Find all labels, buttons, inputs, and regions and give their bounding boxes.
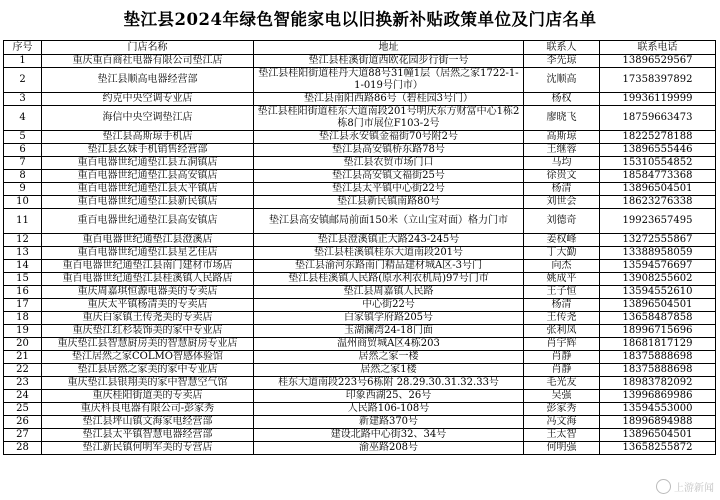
address-cell: 中心街22号 [254, 299, 524, 312]
table-row [4, 144, 716, 157]
address-cell: 垫江县新民镇南路80号 [254, 196, 524, 209]
store-name-cell: 垫江新民镇何明军美的专营店 [42, 442, 254, 455]
contact-person-cell: 徐贵文 [524, 170, 600, 183]
address-cell: 垫江县南阳西路86号（碧桂园3号门） [254, 93, 524, 106]
table-header-row [4, 41, 716, 55]
address-cell: 居然之家1楼 [254, 364, 524, 377]
address-cell: 桂东大道南段223号6栋附 28.29.30.31.32.33号 [254, 377, 524, 390]
store-name-cell: 垫江县顺高电器经营部 [42, 68, 254, 93]
phone-number-cell: 13594576697 [600, 260, 716, 273]
table-row [4, 68, 716, 93]
address-cell: 垫江县永安镇金福街70号附2号 [254, 131, 524, 144]
phone-number-cell: 13896555446 [600, 144, 716, 157]
address-cell: 白家镇学府路205号 [254, 312, 524, 325]
header-phone: 联系电话 [600, 41, 716, 55]
contact-person-cell: 王子恒 [524, 286, 600, 299]
address-cell: 垫江县桂溪街道西欧花园步行街一号 [254, 55, 524, 68]
row-number-cell: 13 [4, 247, 42, 260]
table-row [4, 247, 716, 260]
table-row [4, 55, 716, 68]
row-number-cell: 18 [4, 312, 42, 325]
store-name-cell: 垫江居然之家COLMO智感体验馆 [42, 351, 254, 364]
store-name-cell: 重百电器世纪通垫江县高安镇店 [42, 170, 254, 183]
phone-number-cell: 18375888698 [600, 364, 716, 377]
phone-number-cell: 13658255872 [600, 442, 716, 455]
phone-number-cell: 13896504501 [600, 299, 716, 312]
contact-person-cell: 肖静 [524, 364, 600, 377]
address-cell: 居然之家一楼 [254, 351, 524, 364]
address-cell: 温州商贸城A区4栋203 [254, 338, 524, 351]
document-title: 垫江县2024年绿色智能家电以旧换新补贴政策单位及门店名单 [123, 10, 597, 29]
header-address: 地址 [254, 41, 524, 55]
phone-number-cell: 13996869986 [600, 390, 716, 403]
store-name-cell: 海信中央空调垫江店 [42, 106, 254, 131]
store-name-cell: 重百电器世纪通垫江县澄溪店 [42, 234, 254, 247]
contact-person-cell: 毛光友 [524, 377, 600, 390]
phone-number-cell: 13388958059 [600, 247, 716, 260]
contact-person-cell: 高斯琼 [524, 131, 600, 144]
contact-person-cell: 沈顺高 [524, 68, 600, 93]
phone-number-cell: 19923657495 [600, 209, 716, 234]
contact-person-cell: 刘世会 [524, 196, 600, 209]
header-store-name: 门店名称 [42, 41, 254, 55]
table-row [4, 183, 716, 196]
store-name-cell: 垫江县坪山镇文海家电经营部 [42, 416, 254, 429]
row-number-cell: 16 [4, 286, 42, 299]
address-cell: 垫江县周嘉镇人民路 [254, 286, 524, 299]
store-name-cell: 重庆桂阳街道美的专卖店 [42, 390, 254, 403]
contact-person-cell: 姚成平 [524, 273, 600, 286]
table-row [4, 377, 716, 390]
store-name-cell: 重百电器世纪通垫江县桂溪镇人民路店 [42, 273, 254, 286]
row-number-cell: 23 [4, 377, 42, 390]
row-number-cell: 20 [4, 338, 42, 351]
contact-person-cell: 杨清 [524, 299, 600, 312]
contact-person-cell: 肖静 [524, 351, 600, 364]
address-cell: 垫江县桂阳街道桂丹大道88号31幢1层（居然之家1722-1-1-019号门市） [254, 68, 524, 93]
phone-number-cell: 18759663473 [600, 106, 716, 131]
table-row [4, 157, 716, 170]
row-number-cell: 9 [4, 183, 42, 196]
table-row [4, 325, 716, 338]
address-cell: 垫江县渝河东路南门精品建材城A区-3号门 [254, 260, 524, 273]
table-row [4, 351, 716, 364]
table-row [4, 442, 716, 455]
table-row [4, 416, 716, 429]
table-body [4, 55, 716, 455]
table-row [4, 234, 716, 247]
contact-person-cell: 姜权峰 [524, 234, 600, 247]
store-name-cell: 重庆周嘉琪恒源电器美的专卖店 [42, 286, 254, 299]
address-cell: 玉湖澜湾24-18门面 [254, 325, 524, 338]
phone-number-cell: 18623276338 [600, 196, 716, 209]
phone-number-cell: 19936119999 [600, 93, 716, 106]
address-cell: 垫江县桂溪镇人民路(原水利农机局)97号门市 [254, 273, 524, 286]
table-row [4, 209, 716, 234]
contact-person-cell: 杨权 [524, 93, 600, 106]
phone-number-cell: 17358397892 [600, 68, 716, 93]
table-row [4, 299, 716, 312]
contact-person-cell: 李先琼 [524, 55, 600, 68]
store-list-table [3, 40, 716, 455]
store-name-cell: 约克中央空调专业店 [42, 93, 254, 106]
store-name-cell: 重百电器世纪通垫江县五洞镇店 [42, 157, 254, 170]
store-name-cell: 重庆白家镇王传尧美的专卖店 [42, 312, 254, 325]
contact-person-cell: 丁大勤 [524, 247, 600, 260]
row-number-cell: 5 [4, 131, 42, 144]
row-number-cell: 26 [4, 416, 42, 429]
row-number-cell: 2 [4, 68, 42, 93]
row-number-cell: 14 [4, 260, 42, 273]
header-no: 序号 [4, 41, 42, 55]
table-row [4, 273, 716, 286]
phone-number-cell: 18375888698 [600, 351, 716, 364]
contact-person-cell: 马均 [524, 157, 600, 170]
phone-number-cell: 13896504501 [600, 183, 716, 196]
phone-number-cell: 13594552610 [600, 286, 716, 299]
contact-person-cell: 刘德奇 [524, 209, 600, 234]
store-name-cell: 重庆太平镇杨清美的专卖店 [42, 299, 254, 312]
table-row [4, 170, 716, 183]
header-contact: 联系人 [524, 41, 600, 55]
contact-person-cell: 王太智 [524, 429, 600, 442]
store-name-cell: 重庆重百商社电器有限公司垫江店 [42, 55, 254, 68]
contact-person-cell: 王继蓉 [524, 144, 600, 157]
store-name-cell: 重百电器世纪通垫江县星艺佳店 [42, 247, 254, 260]
table-row [4, 260, 716, 273]
contact-person-cell: 向杰 [524, 260, 600, 273]
row-number-cell: 3 [4, 93, 42, 106]
contact-person-cell: 何明强 [524, 442, 600, 455]
row-number-cell: 25 [4, 403, 42, 416]
table-row [4, 338, 716, 351]
phone-number-cell: 13908255602 [600, 273, 716, 286]
table-row [4, 196, 716, 209]
contact-person-cell: 吴强 [524, 390, 600, 403]
phone-number-cell: 18584773368 [600, 170, 716, 183]
contact-person-cell: 冯文海 [524, 416, 600, 429]
store-name-cell: 垫江县幺妹手机销售经营部 [42, 144, 254, 157]
address-cell: 印象西湖25、26号 [254, 390, 524, 403]
row-number-cell: 19 [4, 325, 42, 338]
row-number-cell: 12 [4, 234, 42, 247]
table-row [4, 106, 716, 131]
table-row [4, 429, 716, 442]
address-cell: 建设北路中心街32、34号 [254, 429, 524, 442]
row-number-cell: 10 [4, 196, 42, 209]
contact-person-cell: 廖晓飞 [524, 106, 600, 131]
phone-number-cell: 13896529567 [600, 55, 716, 68]
store-name-cell: 垫江县居然之家美的家中专业店 [42, 364, 254, 377]
row-number-cell: 24 [4, 390, 42, 403]
address-cell: 垫江县高安镇桥东路78号 [254, 144, 524, 157]
address-cell: 垫江县桂溪镇桂东大道南段201号 [254, 247, 524, 260]
phone-number-cell: 15310554852 [600, 157, 716, 170]
store-name-cell: 垫江县高斯琼手机店 [42, 131, 254, 144]
row-number-cell: 22 [4, 364, 42, 377]
table-row [4, 403, 716, 416]
phone-number-cell: 18996894988 [600, 416, 716, 429]
store-name-cell: 重庆垫江县智慧厨房美的智慧厨房专业店 [42, 338, 254, 351]
phone-number-cell: 13594553000 [600, 403, 716, 416]
store-name-cell: 重庆垫江红杉装饰美的家中专业店 [42, 325, 254, 338]
row-number-cell: 27 [4, 429, 42, 442]
contact-person-cell: 彭家秀 [524, 403, 600, 416]
store-name-cell: 重百电器世纪通垫江县高安镇店 [42, 209, 254, 234]
address-cell: 垫江县桂阳街道桂东大道南段201号明庆东方财富中心1栋2栋8门市展位F103-2号 [254, 106, 524, 131]
table-row [4, 312, 716, 325]
phone-number-cell: 18681817129 [600, 338, 716, 351]
contact-person-cell: 张利凤 [524, 325, 600, 338]
phone-number-cell: 13658487858 [600, 312, 716, 325]
row-number-cell: 17 [4, 299, 42, 312]
phone-number-cell: 18225278188 [600, 131, 716, 144]
row-number-cell: 21 [4, 351, 42, 364]
address-cell: 渝巫路208号 [254, 442, 524, 455]
row-number-cell: 4 [4, 106, 42, 131]
table-row [4, 364, 716, 377]
contact-person-cell: 王传尧 [524, 312, 600, 325]
store-name-cell: 垫江县太平镇智慧电器经营部 [42, 429, 254, 442]
contact-person-cell: 肖宇辉 [524, 338, 600, 351]
phone-number-cell: 13272555867 [600, 234, 716, 247]
watermark-logo-icon [656, 479, 671, 494]
row-number-cell: 8 [4, 170, 42, 183]
watermark [656, 479, 714, 494]
address-cell: 垫江县太平镇中心街22号 [254, 183, 524, 196]
store-name-cell: 重百电器世纪通垫江县新民镇店 [42, 196, 254, 209]
address-cell: 人民路106-108号 [254, 403, 524, 416]
store-name-cell: 重庆垫江县银翔美的家中智慧空气馆 [42, 377, 254, 390]
address-cell: 新建路370号 [254, 416, 524, 429]
row-number-cell: 1 [4, 55, 42, 68]
contact-person-cell: 杨清 [524, 183, 600, 196]
address-cell: 垫江县农贸市场门口 [254, 157, 524, 170]
row-number-cell: 11 [4, 209, 42, 234]
table-row [4, 131, 716, 144]
address-cell: 垫江县高安镇邮局前面150米（立山宝对面）格力门市 [254, 209, 524, 234]
table-row [4, 390, 716, 403]
table-row [4, 286, 716, 299]
row-number-cell: 15 [4, 273, 42, 286]
address-cell: 垫江县高安镇文福街25号 [254, 170, 524, 183]
watermark-text: 上游新闻 [674, 483, 714, 494]
store-name-cell: 重百电器世纪通垫江县太平镇店 [42, 183, 254, 196]
table-row [4, 93, 716, 106]
phone-number-cell: 18983782092 [600, 377, 716, 390]
store-name-cell: 重百电器世纪通垫江县南门建材市场店 [42, 260, 254, 273]
row-number-cell: 28 [4, 442, 42, 455]
phone-number-cell: 18996715696 [600, 325, 716, 338]
address-cell: 垫江县澄溪镇正大路243-245号 [254, 234, 524, 247]
row-number-cell: 6 [4, 144, 42, 157]
store-name-cell: 重庆科良电器有限公司-彭家秀 [42, 403, 254, 416]
phone-number-cell: 13896504501 [600, 429, 716, 442]
row-number-cell: 7 [4, 157, 42, 170]
